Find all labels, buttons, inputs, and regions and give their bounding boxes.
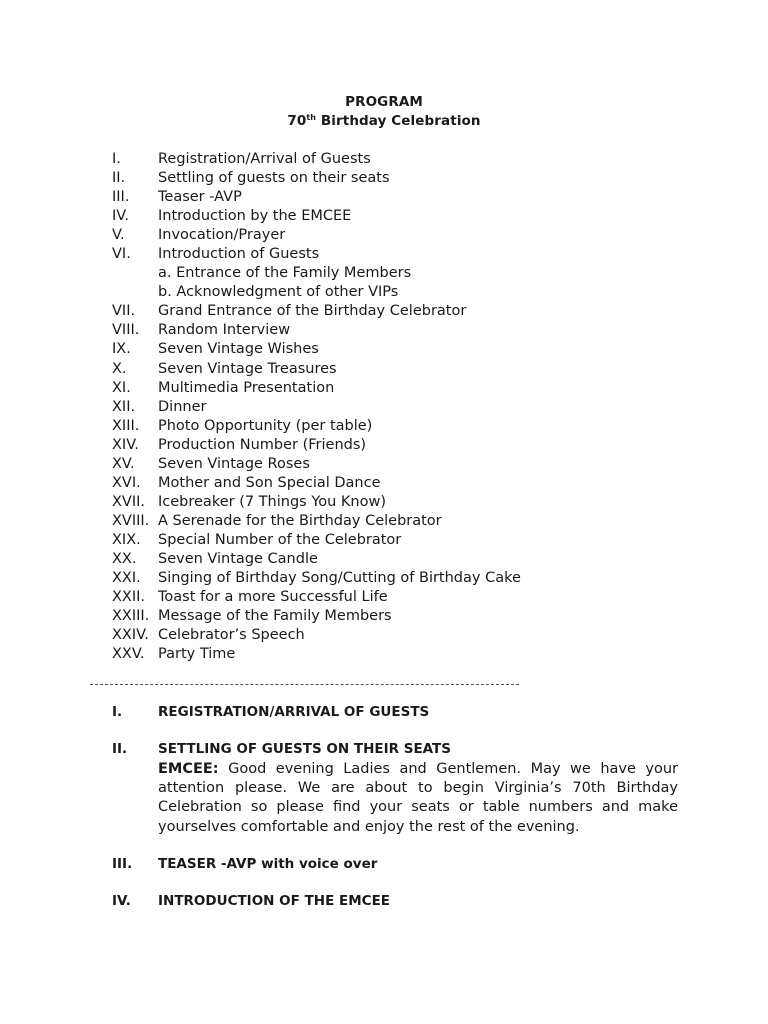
program-item: [112, 531, 521, 550]
program-item-number: XVI.: [112, 474, 141, 491]
dashed-divider: [90, 684, 519, 685]
program-item: [112, 379, 521, 398]
program-item-text: Celebrator’s Speech: [158, 627, 305, 644]
program-item-number: VI.: [112, 246, 131, 263]
program-item-number: XII.: [112, 398, 136, 415]
program-subitem-text: b. Acknowledgment of other VIPs: [158, 284, 399, 301]
section-heading: SETTLING OF GUESTS ON THEIR SEATS: [158, 741, 451, 757]
program-item-text: Icebreaker (7 Things You Know): [158, 493, 387, 510]
program-item-number: XIV.: [112, 436, 139, 453]
program-item: [112, 645, 521, 664]
program-item-text: Special Number of the Celebrator: [158, 531, 402, 548]
program-item: [112, 550, 521, 569]
program-item-text: Mother and Son Special Dance: [158, 474, 381, 491]
program-item: [112, 226, 521, 245]
program-item-text: Seven Vintage Roses: [158, 455, 310, 472]
program-item-number: IV.: [112, 208, 129, 225]
program-item: [112, 512, 521, 531]
section-number: IV.: [112, 893, 131, 909]
program-item: [112, 417, 521, 436]
program-subitem: [112, 283, 521, 302]
program-item-number: V.: [112, 227, 125, 244]
program-item-text: Photo Opportunity (per table): [158, 417, 373, 434]
program-item-number: XXIII.: [112, 608, 150, 625]
program-item-text: Party Time: [158, 646, 236, 663]
section-heading: REGISTRATION/ARRIVAL OF GUESTS: [158, 704, 430, 720]
program-item-text: A Serenade for the Birthday Celebrator: [158, 512, 442, 529]
program-item-text: Seven Vintage Treasures: [158, 360, 337, 377]
section-number: I.: [112, 704, 123, 720]
program-item-number: VIII.: [112, 322, 140, 339]
subtitle-superscript: th: [306, 113, 317, 122]
program-item-number: XVIII.: [112, 512, 150, 529]
program-item: [112, 169, 521, 188]
program-item-text: Registration/Arrival of Guests: [158, 151, 371, 167]
program-item-number: VII.: [112, 303, 136, 320]
program-item-number: III.: [112, 189, 130, 206]
program-item: [112, 150, 521, 169]
program-item-number: XIX.: [112, 531, 141, 548]
program-item-number: XXI.: [112, 570, 141, 587]
program-item: [112, 493, 521, 512]
emcee-paragraph: [158, 760, 678, 837]
program-item-text: Introduction of Guests: [158, 246, 320, 263]
page-title: PROGRAM: [345, 94, 423, 110]
program-item: [112, 436, 521, 455]
section-heading: INTRODUCTION OF THE EMCEE: [158, 893, 391, 909]
program-item: [112, 245, 521, 264]
program-item-text: Invocation/Prayer: [158, 227, 286, 244]
program-item-text: Toast for a more Successful Life: [158, 589, 388, 606]
program-item-text: Message of the Family Members: [158, 608, 392, 625]
program-item-number: XVII.: [112, 493, 146, 510]
program-item: [112, 188, 521, 207]
program-item: [112, 607, 521, 626]
program-item-text: Introduction by the EMCEE: [158, 208, 352, 225]
program-item: [112, 207, 521, 226]
program-item: [112, 474, 521, 493]
emcee-label: EMCEE:: [158, 761, 219, 777]
program-item-number: XIII.: [112, 417, 140, 434]
program-item: [112, 302, 521, 321]
program-item-number: XXV.: [112, 646, 145, 663]
program-item-text: Random Interview: [158, 322, 291, 339]
program-item-text: Dinner: [158, 398, 207, 415]
program-item-number: XXII.: [112, 589, 146, 606]
program-item-text: Grand Entrance of the Birthday Celebrator: [158, 303, 467, 320]
program-list: [112, 150, 521, 664]
program-subitem: [112, 264, 521, 283]
program-item: [112, 455, 521, 474]
program-item-number: X.: [112, 360, 127, 377]
program-item-text: Teaser -AVP: [158, 189, 242, 206]
program-item-text: Singing of Birthday Song/Cutting of Birthday Cake: [158, 570, 521, 587]
page-subtitle: [0, 113, 768, 129]
program-item-text: Production Number (Friends): [158, 436, 367, 453]
program-item-number: XV.: [112, 455, 135, 472]
section-heading: TEASER -AVP with voice over: [158, 856, 378, 872]
program-item: [112, 360, 521, 379]
section-number: III.: [112, 856, 133, 872]
emcee-text: Good evening Ladies and Gentlemen. May we have your attention please. We are about to begin Virginia’s 70th Birthday Celebration so please find your seats or table numbers and make yourselves comfortable and enjoy the rest of the evening.: [158, 761, 678, 835]
program-item-number: I.: [112, 151, 121, 167]
program-item-text: Settling of guests on their seats: [158, 170, 390, 187]
program-item-number: IX.: [112, 341, 131, 358]
program-item-number: XI.: [112, 379, 131, 396]
subtitle-number: 70: [287, 113, 307, 129]
program-item: [112, 569, 521, 588]
section-number: II.: [112, 741, 128, 757]
program-item: [112, 398, 521, 417]
program-item-number: XXIV.: [112, 627, 149, 644]
program-item-text: Seven Vintage Candle: [158, 550, 318, 567]
program-item: [112, 340, 521, 359]
program-item: [112, 321, 521, 340]
program-item-number: II.: [112, 170, 126, 187]
program-item: [112, 588, 521, 607]
program-subitem-text: a. Entrance of the Family Members: [158, 265, 412, 282]
program-item-number: XX.: [112, 550, 137, 567]
program-item: [112, 626, 521, 645]
program-item-text: Multimedia Presentation: [158, 379, 335, 396]
program-item-text: Seven Vintage Wishes: [158, 341, 319, 358]
subtitle-text: Birthday Celebration: [316, 113, 481, 129]
